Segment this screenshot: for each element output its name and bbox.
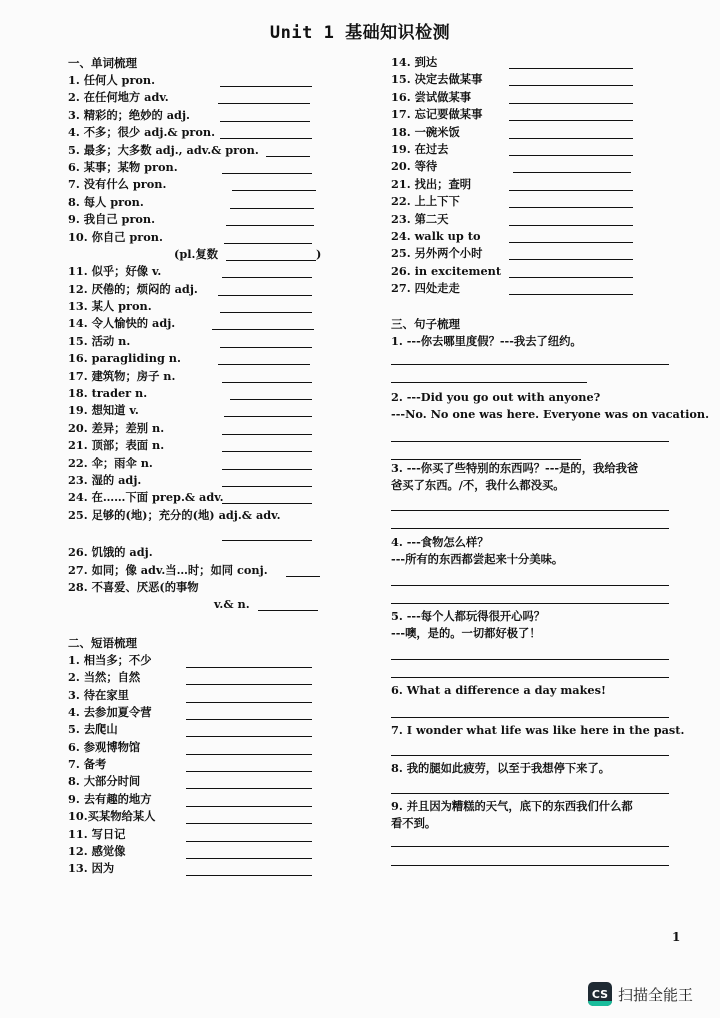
vocab-item	[68, 211, 388, 228]
answer-blank[interactable]	[232, 190, 316, 191]
page-title: Unit 1 基础知识检测	[269, 23, 451, 43]
vocab-label: 3. 精彩的；绝妙的 adj.	[68, 107, 190, 122]
phrase-item	[391, 228, 691, 245]
vocab-item	[68, 72, 388, 89]
answer-blank[interactable]	[222, 503, 312, 504]
answer-line[interactable]	[391, 511, 669, 529]
phrase-item	[68, 687, 388, 704]
answer-blank[interactable]	[222, 434, 312, 435]
answer-blank[interactable]	[286, 576, 320, 577]
answer-blank[interactable]	[266, 156, 310, 157]
answer-blank[interactable]	[509, 259, 633, 260]
vocab-item	[68, 544, 388, 561]
sentence-prompt: 2. ---Did you go out with anyone?	[391, 390, 601, 405]
phrase-label: 18. 一碗米饭	[391, 124, 460, 139]
phrase-label: 13. 因为	[68, 861, 115, 876]
vocab-label: 14. 令人愉快的 adj.	[68, 316, 176, 331]
vocab-label: 27. 如同；像 adv.当…时；如同 conj.	[68, 562, 268, 577]
vocab-item	[68, 142, 388, 159]
answer-blank[interactable]	[186, 788, 312, 789]
answer-line[interactable]	[391, 350, 669, 365]
vocab-label: 25. 足够的(地)；充分的(地) adj.& adv.	[68, 507, 281, 522]
sentence-item-8	[391, 760, 691, 794]
answer-line[interactable]	[391, 832, 669, 847]
phrase-label: 24. walk up to	[391, 228, 481, 243]
answer-blank[interactable]	[509, 103, 633, 104]
answer-blank[interactable]	[186, 875, 312, 876]
vocab-label: 7. 没有什么 pron.	[68, 177, 167, 192]
vocab-item	[68, 350, 388, 367]
sentence-item-9	[391, 798, 691, 866]
phrase-label: 19. 在过去	[391, 141, 449, 156]
answer-line[interactable]	[391, 660, 669, 678]
answer-blank[interactable]	[230, 399, 312, 400]
answer-blank[interactable]	[509, 155, 633, 156]
section-vocab-heading: 一、单词梳理	[68, 56, 137, 70]
phrase-item	[391, 263, 691, 280]
sentence-item-2	[391, 389, 710, 460]
phrase-label: 27. 四处走走	[391, 281, 460, 296]
vocab-item	[68, 507, 388, 524]
answer-blank[interactable]	[222, 540, 312, 541]
vocab-label: 8. 每人 pron.	[68, 194, 144, 209]
phrase-label: 26. in excitement	[391, 263, 502, 278]
answer-blank[interactable]	[222, 277, 312, 278]
answer-blank[interactable]	[186, 841, 312, 842]
vocab-item	[68, 489, 388, 506]
phrase-label: 6. 参观博物馆	[68, 739, 141, 754]
phrase-item	[391, 141, 691, 158]
answer-blank[interactable]	[224, 416, 312, 417]
answer-blank[interactable]	[509, 68, 633, 69]
vocab-label: 9. 我自己 pron.	[68, 212, 156, 227]
answer-blank[interactable]	[509, 277, 633, 278]
answer-blank[interactable]	[226, 225, 314, 226]
phrase-item	[68, 721, 388, 738]
phrase-label: 4. 去参加夏令营	[68, 704, 152, 719]
vocab-label: 4. 不多；很少 adj.& pron.	[68, 125, 216, 140]
plural-close-paren: )	[316, 246, 322, 261]
vocab-label: 5. 最多；大多数 adj., adv.& pron.	[68, 142, 259, 157]
page-number: 1	[672, 930, 681, 944]
vocab-item	[68, 176, 388, 193]
vocab-label: 23. 湿的 adj.	[68, 472, 142, 487]
answer-blank[interactable]	[509, 207, 633, 208]
vocab-label: 6. 某事；某物 pron.	[68, 159, 178, 174]
vocab-item-plural	[68, 246, 388, 263]
phrase-label: 7. 备考	[68, 757, 107, 772]
answer-blank[interactable]	[218, 364, 310, 365]
answer-line[interactable]	[391, 365, 587, 383]
answer-blank[interactable]	[258, 610, 318, 611]
vocab-item	[68, 420, 388, 437]
vocab-label: 12. 厌倦的；烦闷的 adj.	[68, 281, 198, 296]
phrase-item	[391, 158, 691, 175]
phrase-item	[68, 704, 388, 721]
vocab-label: 2. 在任何地方 adv.	[68, 90, 169, 105]
vocab-item	[68, 402, 388, 419]
answer-blank[interactable]	[220, 347, 312, 348]
answer-blank[interactable]	[186, 771, 312, 772]
sentence-item-4	[391, 534, 691, 604]
phrase-label: 9. 去有趣的地方	[68, 791, 152, 806]
phrase-item	[68, 826, 388, 843]
phrase-label: 3. 待在家里	[68, 687, 129, 702]
phrase-item	[391, 193, 691, 210]
answer-line[interactable]	[391, 586, 669, 604]
phrase-item	[68, 652, 388, 669]
sentence-prompt: 看不到。	[391, 816, 437, 831]
phrase-label: 5. 去爬山	[68, 722, 118, 737]
vocab-label: 17. 建筑物；房子 n.	[68, 368, 176, 383]
phrase-item	[391, 176, 691, 193]
pos-label: v.& n.	[214, 597, 250, 612]
vocab-item	[68, 368, 388, 385]
sentence-item-6	[391, 682, 691, 718]
phrase-item	[391, 89, 691, 106]
phrase-item	[68, 773, 388, 790]
answer-line[interactable]	[391, 739, 669, 756]
phrase-label: 25. 另外两个小时	[391, 246, 483, 261]
sentence-prompt: 3. ---你买了些特别的东西吗？---是的，我给我爸	[391, 461, 639, 476]
answer-blank[interactable]	[212, 329, 314, 330]
answer-blank[interactable]	[509, 120, 633, 121]
answer-line[interactable]	[391, 423, 669, 442]
answer-blank[interactable]	[222, 486, 312, 487]
vocab-label: 21. 顶部；表面 n.	[68, 438, 165, 453]
sentence-prompt: 4. ---食物怎么样？	[391, 535, 489, 550]
answer-line[interactable]	[391, 568, 669, 586]
sentence-item-7	[391, 722, 691, 756]
phrase-item	[68, 739, 388, 756]
vocab-label: 22. 伞；雨伞 n.	[68, 455, 153, 470]
answer-blank[interactable]	[186, 736, 312, 737]
answer-blank[interactable]	[186, 806, 312, 807]
vocab-item	[68, 124, 388, 141]
answer-line[interactable]	[391, 442, 581, 460]
vocab-label: 16. paragliding n.	[68, 351, 181, 366]
plural-answer-blank[interactable]	[226, 260, 316, 261]
phrase-item	[68, 669, 388, 686]
answer-line[interactable]	[391, 494, 669, 511]
answer-blank[interactable]	[513, 172, 631, 173]
vocab-label: 11. 似乎；好像 v.	[68, 264, 162, 279]
answer-blank[interactable]	[509, 294, 633, 295]
phrase-item	[391, 106, 691, 123]
answer-blank[interactable]	[509, 190, 633, 191]
answer-blank[interactable]	[222, 469, 312, 470]
answer-blank[interactable]	[186, 858, 312, 859]
vocab-label: 19. 想知道 v.	[68, 403, 139, 418]
phrase-item	[391, 71, 691, 88]
phrase-item	[68, 808, 388, 825]
sentence-prompt: ---噢，是的。一切都好极了！	[391, 626, 541, 641]
answer-blank[interactable]	[220, 312, 312, 313]
answer-blank[interactable]	[509, 225, 633, 226]
phrase-label: 14. 到达	[391, 55, 438, 69]
phrase-item	[391, 211, 691, 228]
answer-line[interactable]	[391, 777, 669, 794]
vocab-item	[68, 333, 388, 350]
phrase-label: 21. 找出；查明	[391, 176, 472, 191]
sentence-prompt: ---No. No one was here. Everyone was on vacation.	[391, 407, 710, 422]
sentence-item-1	[391, 333, 691, 383]
vocab-item	[68, 562, 388, 579]
vocab-item	[68, 298, 388, 315]
vocab-item-pos	[68, 596, 388, 613]
scanner-watermark	[588, 982, 693, 1006]
sentence-prompt: ---所有的东西都尝起来十分美味。	[391, 552, 564, 567]
vocab-label: 26. 饥饿的 adj.	[68, 545, 153, 560]
vocab-item	[68, 229, 388, 246]
answer-blank[interactable]	[222, 382, 312, 383]
sentence-prompt: 7. I wonder what life was like here in the past.	[391, 723, 685, 738]
phrase-label: 22. 上上下下	[391, 194, 460, 209]
phrase-label: 20. 等待	[391, 159, 438, 174]
answer-blank[interactable]	[186, 754, 312, 755]
vocab-item	[68, 315, 388, 332]
answer-blank[interactable]	[222, 173, 312, 174]
vocab-item	[68, 579, 388, 596]
sentence-item-5	[391, 608, 691, 678]
answer-blank[interactable]	[222, 451, 312, 452]
answer-blank[interactable]	[186, 702, 312, 703]
vocab-item	[68, 385, 388, 402]
phrase-label: 23. 第二天	[391, 211, 449, 226]
phrase-item	[391, 245, 691, 262]
phrase-item	[68, 756, 388, 773]
vocab-label: 13. 某人 pron.	[68, 299, 152, 314]
sentence-prompt: 8. 我的腿如此疲劳，以至于我想停下来了。	[391, 761, 611, 776]
vocab-item	[68, 194, 388, 211]
answer-blank[interactable]	[224, 243, 312, 244]
vocab-item	[68, 107, 388, 124]
phrase-label: 17. 忘记要做某事	[391, 107, 483, 122]
sentence-prompt: 9. 并且因为糟糕的天气，底下的东西我们什么都	[391, 799, 633, 814]
answer-blank[interactable]	[230, 208, 314, 209]
left-column	[68, 54, 388, 878]
vocab-label: 28. 不喜爱、厌恶(的事物	[68, 579, 199, 594]
phrase-label: 15. 决定去做某事	[391, 72, 483, 87]
answer-line[interactable]	[391, 847, 669, 866]
answer-line[interactable]	[391, 699, 669, 718]
phrase-label: 2. 当然；自然	[68, 670, 141, 685]
answer-blank[interactable]	[186, 823, 312, 824]
watermark-text: 扫描全能王	[618, 985, 694, 1004]
answer-blank[interactable]	[220, 121, 310, 122]
answer-line[interactable]	[391, 642, 669, 660]
vocab-item-continuation	[68, 524, 388, 544]
phrase-label: 1. 相当多；不少	[68, 652, 152, 667]
phrase-item	[68, 791, 388, 808]
answer-blank[interactable]	[220, 138, 312, 139]
phrase-item	[391, 54, 691, 71]
answer-blank[interactable]	[220, 86, 312, 87]
vocab-label: 24. 在……下面 prep.& adv.	[68, 490, 224, 505]
answer-blank[interactable]	[509, 85, 633, 86]
answer-blank[interactable]	[218, 103, 310, 104]
phrase-label: 12. 感觉像	[68, 844, 126, 859]
vocab-item	[68, 263, 388, 280]
section-sentence-heading: 三、句子梳理	[391, 317, 460, 332]
answer-blank[interactable]	[186, 684, 312, 685]
phrase-item	[68, 860, 388, 877]
answer-blank[interactable]	[186, 667, 312, 668]
vocab-label: 1. 任何人 pron.	[68, 73, 156, 87]
vocab-item	[68, 455, 388, 472]
vocab-label: 10. 你自己 pron.	[68, 229, 163, 244]
sentence-prompt: 6. What a difference a day makes!	[391, 683, 606, 698]
vocab-item	[68, 281, 388, 298]
camscanner-logo-icon: CS	[588, 982, 612, 1006]
phrase-item	[391, 124, 691, 141]
vocab-item	[68, 437, 388, 454]
phrase-label: 10.买某物给某人	[68, 809, 156, 824]
sentence-prompt: 1. ---你去哪里度假？---我去了纽约。	[391, 334, 582, 349]
answer-blank[interactable]	[509, 138, 633, 139]
sentence-item-3	[391, 460, 691, 529]
phrase-label: 8. 大部分时间	[68, 774, 141, 789]
phrase-item	[391, 280, 691, 297]
vocab-item	[68, 472, 388, 489]
sentence-prompt: 爸买了东西。/不，我什么都没买。	[391, 478, 565, 493]
section-phrase-heading: 二、短语梳理	[68, 635, 137, 650]
vocab-label: 20. 差异；差别 n.	[68, 420, 165, 435]
answer-blank[interactable]	[509, 242, 633, 243]
vocab-item	[68, 159, 388, 176]
answer-blank[interactable]	[186, 719, 312, 720]
sentence-prompt: 5. ---每个人都玩得很开心吗？	[391, 609, 546, 624]
vocab-label: 18. trader n.	[68, 386, 148, 401]
answer-blank[interactable]	[218, 295, 312, 296]
phrase-label: 16. 尝试做某事	[391, 89, 472, 104]
right-column	[391, 54, 710, 866]
plural-label: (pl.复数	[174, 246, 219, 261]
phrase-item	[68, 843, 388, 860]
vocab-item	[68, 89, 388, 106]
vocab-label: 15. 活动 n.	[68, 333, 131, 348]
phrase-label: 11. 写日记	[68, 826, 126, 841]
